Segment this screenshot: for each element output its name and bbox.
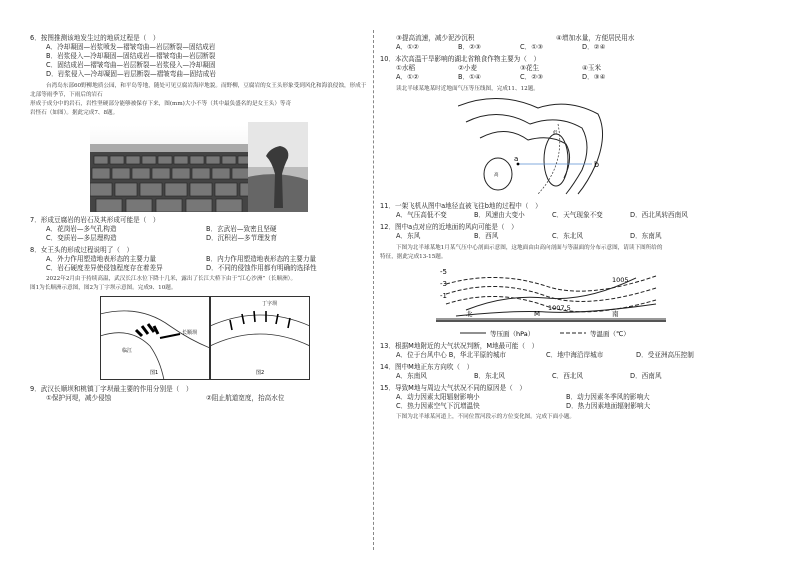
q9-choice-b: B．②③	[458, 43, 481, 51]
q11-option-d: D．西北风转西南风	[630, 211, 688, 219]
q12-option-b: B．西风	[474, 232, 499, 240]
q15-option-d: D．热力因素地面辐射影响大	[566, 402, 651, 410]
tofu-rock-photo	[90, 126, 260, 212]
q8-option-b: B．内力作用塑造地表形态的主要力量	[206, 255, 317, 263]
q10-choice-a: A．①②	[396, 73, 419, 81]
q14-option-d: D．西南风	[630, 372, 662, 380]
fig1-caption: 图1	[150, 370, 159, 376]
q10-item-3: ③花生	[520, 64, 540, 72]
passage-2-line-1: 2022年2月由于持续高温，武汉长江水位下降十几米，露出了长江大桥下由于“江心沙洲”（长顺洲）。	[46, 276, 297, 282]
q14-option-a: A．东南风	[396, 372, 427, 380]
q15-option-c: C．热力因素空气下沉增温快	[396, 402, 480, 410]
q10-item-1: ①水稻	[396, 64, 416, 72]
passage-1-line-1: 台湾岛东部60野柳地质公园，和平岛等地，随处可见豆腐岩海岸地貌。而野柳，豆腐岩的女王头形象受到风化和海浪侵蚀，形成于北部等雨季节，下雨后的岩石	[30, 83, 367, 98]
q8-options-row-2	[30, 264, 370, 273]
q14-option-c: C．西北风	[552, 372, 583, 380]
q12-option-a: A．东风	[396, 232, 421, 240]
fig1-town-label: 临江	[122, 348, 133, 354]
q9-item-3: ③提高流速，减少泥沙沉积	[396, 34, 475, 42]
fig4-south-label: 南	[612, 310, 619, 318]
q6-option-b: B．岩浆侵入—冷却凝固—固结成岩—褶皱弯曲—岩层断裂	[46, 52, 216, 60]
q8-option-d: D．不同的侵蚀作用都有明确的选择性	[206, 264, 317, 272]
q11-option-b: B．风速由大变小	[474, 211, 525, 219]
q14-option-b: B．东北风	[474, 372, 505, 380]
fig3-a-label: a	[514, 155, 519, 163]
q7-option-d: D．沉积岩—多节理发育	[206, 234, 278, 242]
fig4-label-minus5: -5	[440, 268, 447, 276]
passage-1-line-2: 形成于成分中的岩石，岩性坚硬部分能够被保存下来，图(mm)大小不等（其中最负盛名的是女王头）等奇	[30, 101, 292, 107]
q9-item-2: ②阻止航道宽度，抬高水位	[206, 394, 285, 402]
left-column	[30, 34, 370, 403]
q7-options-row-2	[30, 234, 370, 243]
q13-options	[380, 351, 775, 360]
figure-2-spur-dike-map	[210, 296, 310, 380]
q7-option-b: B．玄武岩—致密且坚硬	[206, 225, 277, 233]
photo-row	[30, 122, 370, 212]
q9-choice-d: D．②④	[582, 43, 606, 51]
q10-stem: 10．本次高温干旱影响的湖北省粮食作物主要为（ ）	[380, 55, 541, 63]
q11-option-c: C．天气现象不变	[552, 211, 603, 219]
q9-items-row-1	[30, 394, 370, 403]
q8-options-row-1	[30, 255, 370, 264]
q13-stem: 13．根据M地附近的大气状况判断，M地最可能（ ）	[380, 342, 539, 350]
column-divider	[373, 30, 374, 550]
figure-1-changshun-map	[100, 296, 210, 380]
q13-option-c: C．地中海沿岸城市	[546, 351, 604, 359]
q7-stem: 7．形成豆腐岩的岩石及其形成可能是（ ）	[30, 216, 160, 224]
q15-stem: 15．导致M地与周边大气状况不同的原因是（ ）	[380, 384, 526, 392]
q10-items	[380, 64, 775, 73]
q11-stem: 11．一架飞机从图中a地径直被飞往b地的过程中（ ）	[380, 202, 542, 210]
q6-option-a: A．冷却凝固—岩浆喷发—褶皱弯曲—岩层断裂—固结成岩	[46, 43, 216, 51]
q10-choice-c: C．②③	[520, 73, 544, 81]
passage-3: 读北半球某地某时近地面气压等压线图，完成11、12题。	[396, 86, 539, 92]
fig2-dam-label: 丁字坝	[262, 301, 278, 307]
fig4-label-1007-5: 1007.5	[548, 304, 571, 312]
fig3-low-label: 低	[553, 131, 558, 136]
passage-5: 下图为北半球某河道上，不同位置河段示的方位变化图。完成下面小题。	[396, 414, 576, 420]
q12-option-c: C．东北风	[552, 232, 583, 240]
q9-item-1: ①保护河堤，减少侵蚀	[46, 394, 112, 402]
fig4-label-1005: 1005	[612, 276, 629, 284]
q11-options	[380, 211, 775, 220]
q9-stem: 9．武汉长顺坝和桃镇丁字坝最主要的作用分别是（ ）	[30, 385, 193, 393]
fig4-legend-isotherm: 等温面（℃）	[590, 330, 630, 338]
q8-stem: 8．女王头的形成过程说明了（ ）	[30, 246, 134, 254]
q7-options-row-1	[30, 225, 370, 234]
q15-option-a: A．动力因素太阳辐射影响小	[396, 393, 480, 401]
q10-item-4: ④玉米	[582, 64, 602, 72]
q9-choices	[380, 43, 775, 52]
passage-2-line-2: 图1为长顺洲示意图，图2为丁字坝示意图。完成9、10题。	[30, 285, 177, 291]
q9-items-row-2	[380, 34, 775, 43]
q8-option-c: C．岩石硬度差异使侵蚀程度存在着差异	[46, 264, 163, 272]
q8-option-a: A．外力作用塑造地表形态的主要力量	[46, 255, 157, 263]
q7-option-c: C．变质岩—多层理构造	[46, 234, 117, 242]
q7-option-a: A．花岗岩—多气孔构造	[46, 225, 117, 233]
q13-option-d: D．受亚洲高压控制	[636, 351, 694, 359]
fig1-dam-label: 长顺坝	[182, 330, 198, 336]
q10-choice-d: D．③④	[582, 73, 606, 81]
fig4-label-minus1: -1	[440, 292, 447, 300]
q9-choice-c: C．①③	[520, 43, 544, 51]
q6-stem: 6．按图推测该地发生过的地质过程是（ ）	[30, 34, 160, 42]
fig2-caption: 图2	[256, 370, 265, 376]
right-column	[380, 34, 775, 422]
q10-item-2: ②小麦	[458, 64, 478, 72]
passage-1-line-3: 岩怪石（如图）。据此完成7、8题。	[30, 110, 119, 116]
q10-choices	[380, 73, 775, 82]
q15-option-b: B．动力因素冬季风的影响大	[566, 393, 650, 401]
map-figures	[30, 296, 370, 382]
q11-option-a: A．气压高低不变	[396, 211, 447, 219]
figure-4-cross-section	[436, 266, 666, 342]
q13-option-ab: A．位于台风中心 B，华北平原的城市	[396, 351, 507, 359]
q12-option-d: D．东南风	[630, 232, 662, 240]
fig4-north-label: 北	[466, 310, 473, 318]
q6-option-c: C．固结成岩—褶皱弯曲—岩层断裂—岩浆侵入—冷却凝固	[46, 61, 216, 69]
q9-item-4: ④增加水量，方便居民用水	[556, 34, 635, 42]
q14-stem: 14．图中M地正东方向吹（ ）	[380, 363, 474, 371]
fig4-m-label: M	[534, 310, 541, 318]
figure-3-isobar-map	[458, 94, 608, 202]
fig3-b-label: b	[594, 160, 600, 169]
q9-choice-a: A．①②	[396, 43, 419, 51]
passage-4-line-2: 特征，据此完成13-15题。	[380, 254, 447, 260]
passage-4-line-1: 下图为北半球某地1月某气压中心剖面示意图，这地面由由高向剖面与等温面的分布示意图，请读下图所给的	[396, 245, 663, 251]
q10-choice-b: B．①④	[458, 73, 481, 81]
q12-options	[380, 232, 775, 241]
fig4-label-minus3: -3	[440, 280, 447, 288]
q6-option-d: D．岩浆侵入—冷却凝固—岩层断裂—褶皱弯曲—固结成岩	[46, 70, 216, 78]
fig4-legend-isobar: 等压面（hPa）	[490, 330, 535, 338]
q14-options	[380, 372, 775, 381]
q15-options-row-2	[380, 402, 775, 411]
q12-stem: 12．图中a点对应的近地面的风向可能是（ ）	[380, 223, 518, 231]
fig3-high-label: 高	[494, 173, 499, 178]
queen-head-rock-photo	[248, 122, 308, 212]
q15-options-row-1	[380, 393, 775, 402]
